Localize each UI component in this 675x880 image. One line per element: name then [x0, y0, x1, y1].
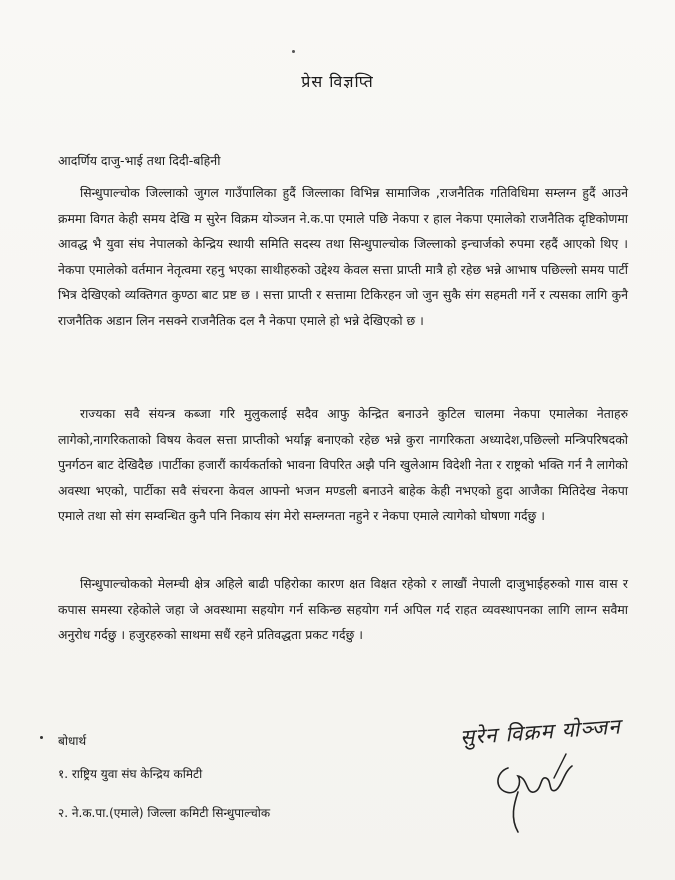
paragraph-2: राज्यका सवै संयन्त्र कब्जा गरि मुलुकलाई सदैव आफु केन्द्रित बनाउने कुटिल चालमा नेकपा एमालेका नेताहरु लागेको,नागरिकताको विषय केवल सत्ता प्राप्तीको भर्याङ्ग बनाएको रहेछ भन्ने कुरा नागरिकता अध्यादेश,पछिल्लो मन्त्रिपरिषदको पुनर्गठन बाट देखिदैछ ।पार्टीका हजारौं कार्यकर्ताको भावना विपरित अझै पनि खुलेआम विदेशी नेता र राष्ट्रको भक्ति गर्न नै लागेको अवस्था भएको, पार्टीका सवै संचरना केवल आफ्नो भजन मण्डली बनाउने बाहेक केही नभएको हुदा आजैका मितिदेख नेकपा एमाले तथा सो संग सम्वन्धित कुनै पनि निकाय संग मेरो सम्लग्नता नहुने र नेकपा एमाले त्यागेको घोषणा गर्दछु । [58, 406, 628, 523]
signature-scribble [488, 748, 578, 838]
paragraph-1: सिन्धुपाल्चोक जिल्लाको जुगल गाउँपालिका हुदैं जिल्लाका विभिन्न सामाजिक ,राजनैतिक गतिविधिमा सम्लग्न हुदैं आउने क्रममा विगत केही समय देखि म सुरेन विक्रम योञ्जन ने.क.पा एमाले पछि नेकपा र हाल नेकपा एमालेको राजनैतिक दृष्टिकोणमा आवद्ध भै युवा संघ नेपालको केन्द्रिय स्थायी समिति सदस्य तथा सिन्धुपाल्चोक जिल्लाको इन्चार्जको रुपमा रहदैं आएको थिए ।नेकपा एमालेको वर्तमान नेतृत्वमा रहनु भएका साथीहरुको उद्देश्य केवल सत्ता प्राप्ती मात्रै हो रहेछ भन्ने आभाष पछिल्लो समय पार्टी भित्र देखिएको व्यक्तिगत कुण्ठा बाट प्रष्ट छ । सत्ता प्राप्ती र सत्तामा टिकिरहन जो जुन सुकै संग सहमती गर्ने र त्यसका लागि कुनै राजनैतिक अडान लिन नसक्ने राजनैतिक दल नै नेकपा एमाले हो भन्ने देखिएको छ । [58, 185, 628, 328]
cc-item-2: २. ने.क.पा.(एमाले) जिल्ला कमिटी सिन्धुपाल्चोक [58, 806, 271, 820]
cc-label: बोधार्थ [58, 734, 87, 748]
document-title: प्रेस विज्ञप्ति [301, 72, 374, 91]
signature-name: सुरेन विक्रम योञ्जन [459, 714, 622, 750]
paragraph-3: सिन्धुपाल्चोकको मेलम्ची क्षेत्र अहिले बाढी पहिरोका कारण क्षत विक्षत रहेको र लाखौं नेपाली दाजुभाईहरुको गास वास र कपास समस्या रहेकोले जहा जे अवस्थामा सहयोग गर्न सकिन्छ सहयोग गर्न अपिल गर्द राहत व्यवस्थापनका लागि लाग्न सवैमा अनुरोध गर्दछु । हजुरहरुको साथमा सधैं रहने प्रतिवद्धता प्रकट गर्दछु । [58, 576, 628, 642]
salutation: आदर्णिय दाजु-भाई तथा दिदी-बहिनी [58, 153, 221, 168]
margin-dot [40, 736, 43, 739]
stray-mark [292, 50, 295, 53]
cc-item-1: १. राष्ट्रिय युवा संघ केन्द्रिय कमिटी [58, 767, 203, 781]
